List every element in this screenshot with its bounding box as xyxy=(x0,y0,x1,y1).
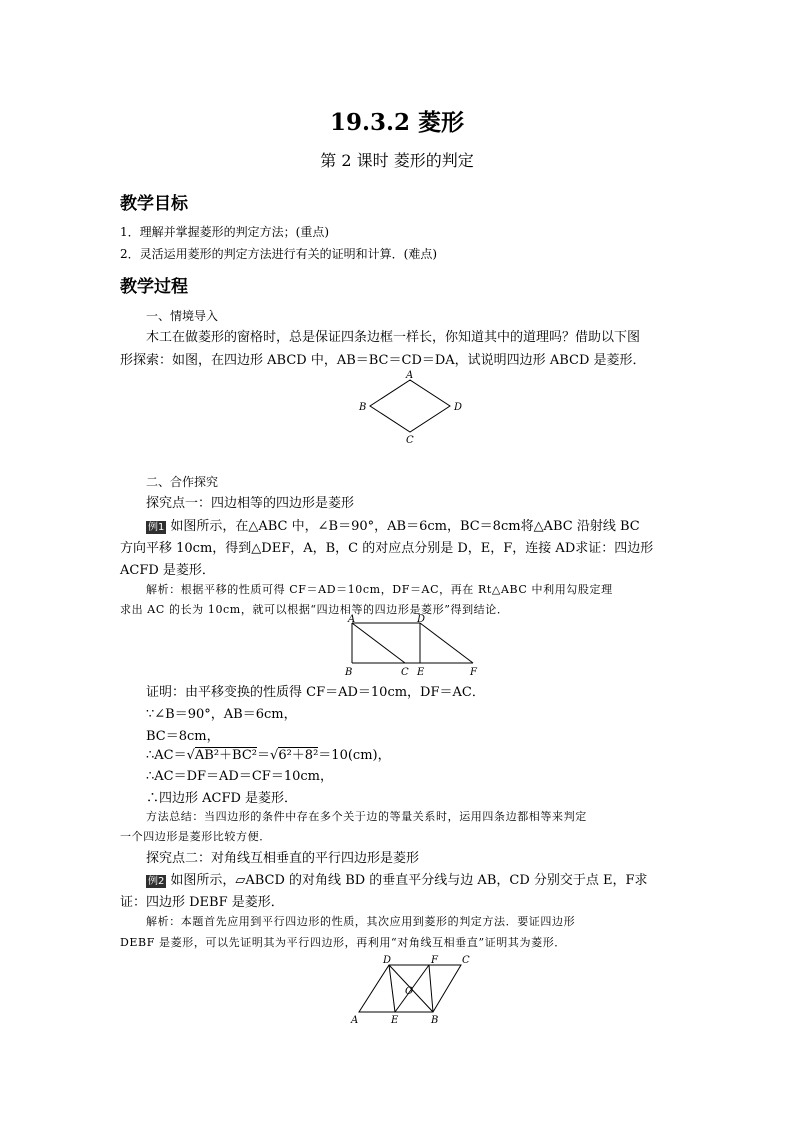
segment-ac xyxy=(352,623,405,663)
label-d: D xyxy=(383,955,392,966)
label-o: O xyxy=(405,986,414,997)
proof-line: ∴AC＝DF＝AD＝CF＝10cm， xyxy=(146,769,333,784)
label-b: B xyxy=(359,402,367,413)
sqrt-expression: AB²＋BC² xyxy=(194,748,258,763)
label-b: B xyxy=(345,667,353,678)
proof-text: ＝ xyxy=(257,748,271,763)
segment-de xyxy=(389,965,395,1012)
section-heading: 一、情境导入 xyxy=(146,309,219,323)
method-summary: 方法总结：当四边形的条件中存在多个关于边的等量关系时，运用四条边都相等来判定 xyxy=(146,810,587,823)
example-text: 如图所示，在△ABC 中，∠B＝90°，AB＝6cm，BC＝8cm将△ABC 沿射线 BC xyxy=(170,519,640,534)
goals-heading: 教学目标 xyxy=(120,194,188,214)
page-title: 19.3.2 菱形 xyxy=(329,109,465,136)
intro-paragraph: 形探索：如图，在四边形 ABCD 中，AB＝BC＝CD＝DA，试说明四边形 ABCD 是菱形． xyxy=(120,353,646,368)
proof-text: ∴AC＝ xyxy=(146,748,187,763)
label-d: D xyxy=(417,614,426,625)
rhombus-figure xyxy=(350,368,470,448)
page-subtitle: 第 2 课时 菱形的判定 xyxy=(320,151,474,170)
example-1 xyxy=(146,515,640,534)
analysis-text: 解析：本题首先应用到平行四边形的性质，其次应用到菱形的判定方法．要证四边形 xyxy=(146,915,576,928)
example-text: 方向平移 10cm，得到△DEF，A，B，C 的对应点分别是 D，E，F，连接 AD求证：四边形 xyxy=(120,541,654,556)
example-2 xyxy=(146,869,648,888)
segment-df xyxy=(420,623,473,663)
analysis-text: 解析：根据平移的性质可得 CF＝AD＝10cm，DF＝AC，再在 Rt△ABC 中利用勾股定理 xyxy=(146,583,613,596)
analysis-text: DEBF 是菱形，可以先证明其为平行四边形，再利用“对角线互相垂直”证明其为菱形． xyxy=(120,936,566,949)
section-heading: 二、合作探究 xyxy=(146,475,219,489)
rhombus-shape xyxy=(370,380,450,432)
label-f: F xyxy=(470,667,477,678)
example-text: 证：四边形 DEBF 是菱形． xyxy=(120,895,284,910)
segment-fb xyxy=(429,965,433,1012)
proof-line: ∴四边形 ACFD 是菱形． xyxy=(146,791,298,806)
analysis-text: 求出 AC 的长为 10cm，就可以根据“四边相等的四边形是菱形”得到结论． xyxy=(120,603,509,616)
proof-line: ∴AC＝√AB²＋BC²＝√6²＋8²＝10(cm)， xyxy=(146,748,391,763)
proof-line: 证明：由平移变换的性质得 CF＝AD＝10cm，DF＝AC． xyxy=(146,685,485,700)
label-a: A xyxy=(348,614,356,625)
goal-item: 1．理解并掌握菱形的判定方法；(重点) xyxy=(120,225,329,239)
example-text: ACFD 是菱形． xyxy=(120,563,215,578)
sqrt-expression: 6²＋8² xyxy=(278,748,319,763)
example-text: 如图所示，▱ABCD 的对角线 BD 的垂直平分线与边 AB，CD 分别交于点 E，F求 xyxy=(170,873,648,888)
label-e: E xyxy=(391,1015,399,1026)
label-e: E xyxy=(417,667,425,678)
example-badge: 例1 xyxy=(148,522,165,533)
intro-paragraph: 木工在做菱形的窗格时，总是保证四条边框一样长，你知道其中的道理吗？借助以下图 xyxy=(146,330,641,345)
label-c: C xyxy=(401,667,409,678)
method-summary: 一个四边形是菱形比较方便． xyxy=(120,830,271,843)
label-a: A xyxy=(406,370,414,381)
proof-text: ＝10(cm)， xyxy=(318,748,391,763)
process-heading: 教学过程 xyxy=(120,277,188,297)
label-f: F xyxy=(431,955,438,966)
label-c: C xyxy=(462,955,470,966)
parallelogram-figure xyxy=(345,952,480,1030)
explore-point: 探究点一：四边相等的四边形是菱形 xyxy=(146,496,355,511)
label-b: B xyxy=(431,1015,439,1026)
proof-line: BC＝8cm， xyxy=(146,729,220,744)
translation-figure xyxy=(340,613,490,683)
goal-item: 2．灵活运用菱形的判定方法进行有关的证明和计算．(难点) xyxy=(120,247,438,261)
label-c: C xyxy=(406,435,414,446)
label-d: D xyxy=(454,402,463,413)
explore-point: 探究点二：对角线互相垂直的平行四边形是菱形 xyxy=(146,851,420,866)
proof-line: ∵∠B＝90°，AB＝6cm， xyxy=(146,707,297,722)
label-a: A xyxy=(351,1015,359,1026)
example-badge: 例2 xyxy=(148,876,165,887)
